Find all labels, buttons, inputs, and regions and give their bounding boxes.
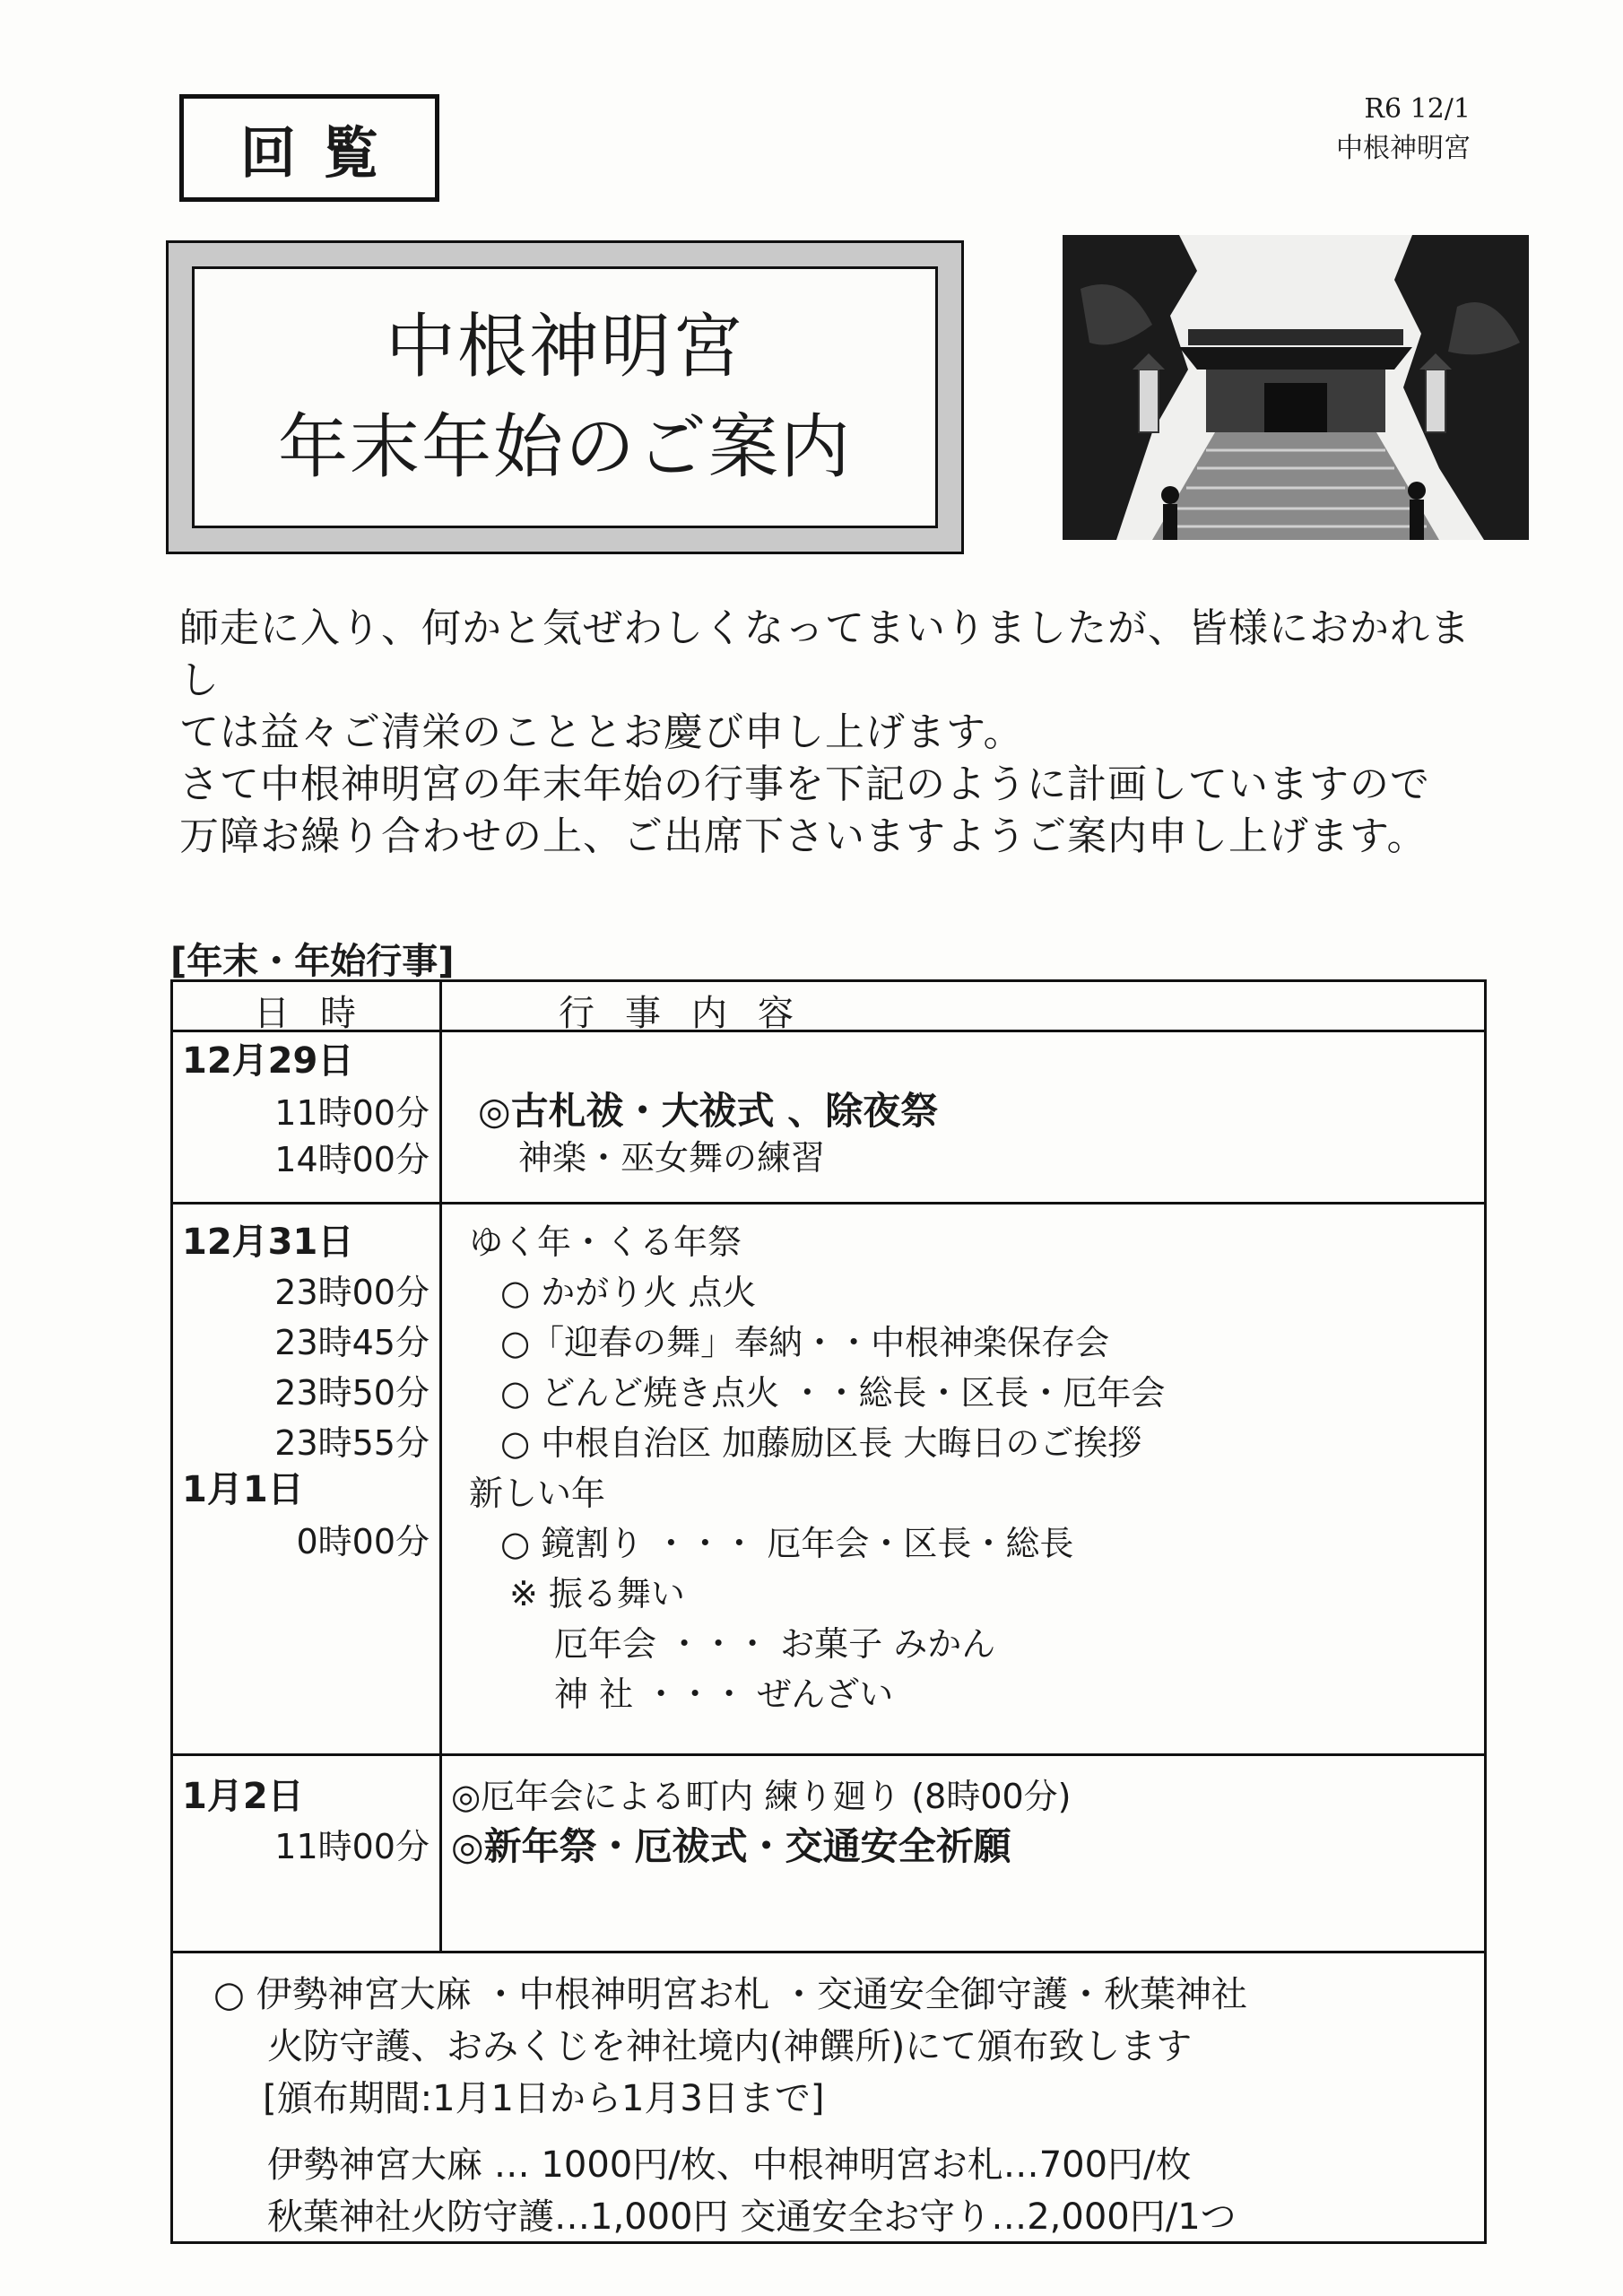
- event-time: 23時00分: [274, 1273, 430, 1312]
- schedule-section-label: [年末・年始行事]: [170, 941, 455, 982]
- row-divider: [173, 1951, 1484, 1953]
- schedule-table: [170, 979, 1487, 2244]
- event-item: ○「迎春の舞」奉納・・中根神楽保存会: [500, 1323, 1110, 1362]
- event-item: 神楽・巫女舞の練習: [518, 1138, 826, 1178]
- circulation-stamp: 回覧: [179, 94, 439, 202]
- title-line-1: 中根神明宮: [385, 307, 744, 387]
- event-item: ○ どんど焼き点火 ・・総長・区長・厄年会: [500, 1373, 1166, 1413]
- event-time: 14時00分: [274, 1140, 430, 1179]
- event-item: ◎新年祭・厄祓式・交通安全祈願: [451, 1824, 1011, 1868]
- event-item: 神 社 ・・・ ぜんざい: [554, 1674, 894, 1714]
- event-date: 12月31日: [182, 1222, 354, 1263]
- event-time: 11時00分: [274, 1827, 430, 1866]
- column-header-content: 行事内容: [559, 993, 824, 1034]
- event-item: ○ 中根自治区 加藤励区長 大晦日のご挨拶: [500, 1423, 1142, 1463]
- event-date: 12月29日: [182, 1040, 354, 1082]
- row-divider: [173, 1753, 1484, 1756]
- row-divider: [173, 1202, 1484, 1205]
- event-item: ※ 振る舞い: [509, 1574, 685, 1613]
- intro-line: さて中根神明宮の年末年始の行事を下記のように計画していますので: [179, 761, 1430, 807]
- event-item: ○ 鏡割り ・・・ 厄年会・区長・総長: [500, 1524, 1074, 1563]
- title-line-2: 年末年始のご案内: [277, 407, 852, 488]
- event-item: ゆく年・くる年祭: [469, 1222, 742, 1262]
- event-time: 23時45分: [274, 1323, 430, 1362]
- distribution-period: [頒布期間:1月1日から1月3日まで]: [263, 2078, 825, 2119]
- event-date: 1月1日: [182, 1469, 304, 1510]
- title-frame: [166, 240, 964, 554]
- document-meta: [1336, 90, 1471, 169]
- event-item: ○ かがり火 点火: [500, 1273, 757, 1312]
- issuer-name: 中根神明宮: [1336, 133, 1471, 164]
- column-divider: [439, 982, 442, 1951]
- event-time: 23時50分: [274, 1373, 430, 1413]
- intro-line: 万障お繰り合わせの上、ご出席下さいますようご案内申し上げます。: [179, 813, 1428, 859]
- event-item: ◎厄年会による町内 練り廻り (8時00分): [451, 1777, 1072, 1816]
- event-time: 11時00分: [274, 1093, 430, 1133]
- event-item: 厄年会 ・・・ お菓子 みかん: [554, 1624, 996, 1664]
- column-header-date: 日時: [254, 993, 386, 1034]
- price-line: 秋葉神社火防守護…1,000円 交通安全お守り…2,000円/1つ: [267, 2196, 1237, 2238]
- price-line: 伊勢神宮大麻 … 1000円/枚、中根神明宮お札…700円/枚: [267, 2144, 1192, 2186]
- event-item: 新しい年: [469, 1474, 606, 1513]
- event-time: 23時55分: [274, 1423, 430, 1463]
- shrine-photo: [1063, 235, 1529, 540]
- issue-date: R6 12/1: [1364, 93, 1471, 125]
- intro-line: 師走に入り、何かと気ぜわしくなってまいりましたが、皆様におかれまし: [179, 605, 1471, 703]
- event-date: 1月2日: [182, 1776, 304, 1817]
- intro-line: ては益々ご清栄のこととお慶び申し上げます。: [179, 709, 1024, 755]
- distribution-line: ○ 伊勢神宮大麻 ・中根神明宮お札 ・交通安全御守護・秋葉神社: [213, 1974, 1248, 2015]
- title-panel: [192, 266, 938, 528]
- event-item: ◎古札祓・大祓式 、除夜祭: [478, 1089, 939, 1133]
- event-time: 0時00分: [296, 1522, 430, 1561]
- intro-paragraph: [179, 603, 1480, 863]
- distribution-line: 火防守護、おみくじを神社境内(神饌所)にて頒布致します: [267, 2026, 1193, 2067]
